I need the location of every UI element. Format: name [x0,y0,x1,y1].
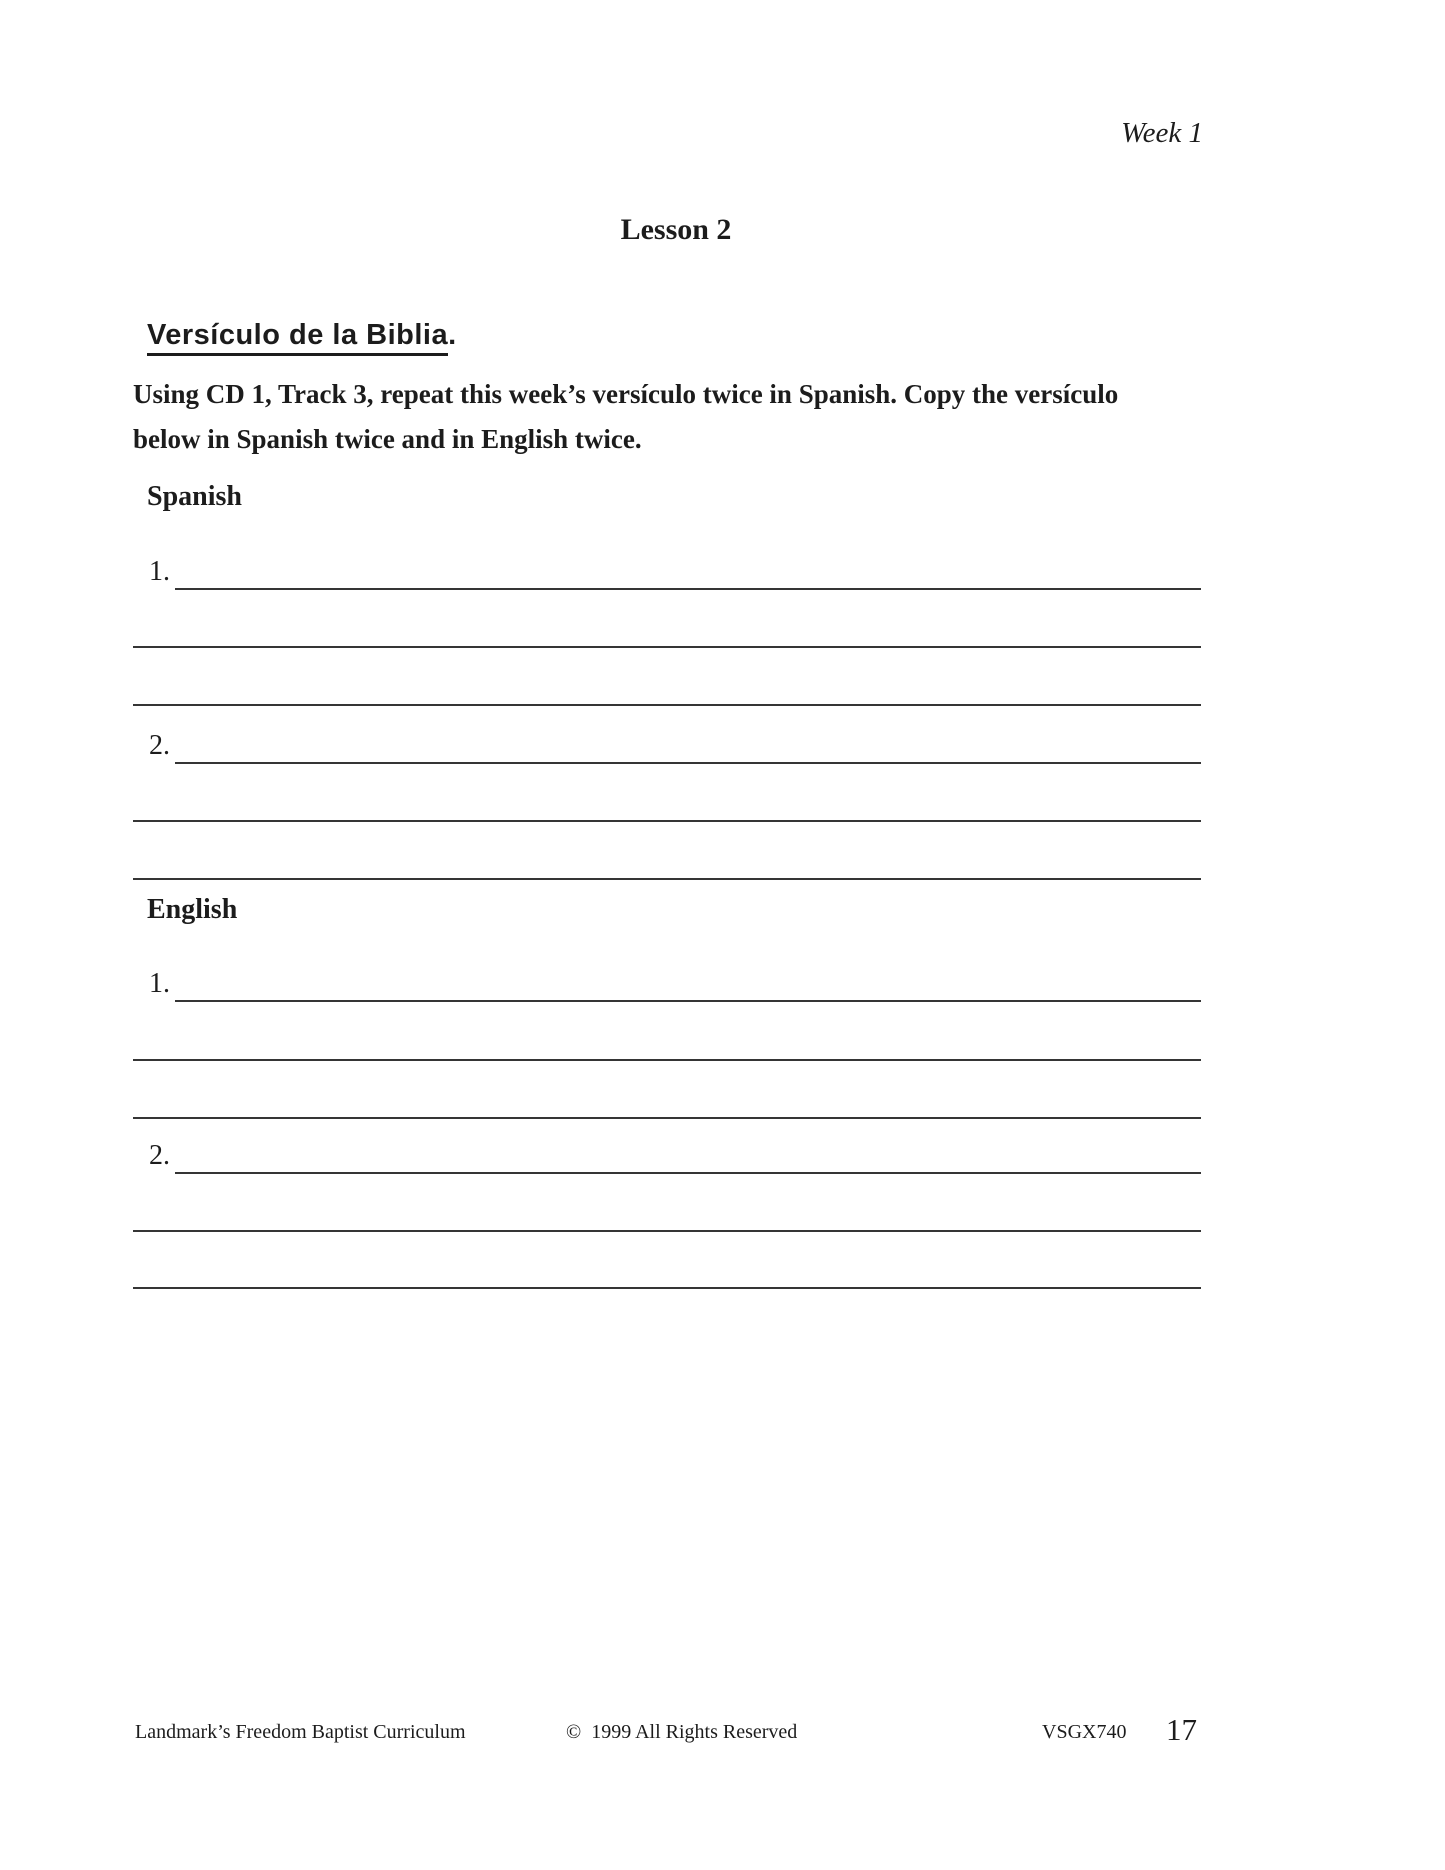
writing-line [133,646,1201,648]
group-label-english: English [147,894,238,925]
instructions-paragraph: Using CD 1, Track 3, repeat this week’s versículo twice in Spanish. Copy the versículo below in Spanish twice and in English twice. [133,379,1119,454]
item-number: 2. [149,1140,170,1171]
section-heading-period: . [448,319,457,351]
writing-line [133,878,1201,880]
writing-line [133,1117,1201,1119]
section-heading-text: Versículo de la Biblia [147,319,448,356]
item-number: 2. [149,730,170,761]
footer-publisher: Landmark’s Freedom Baptist Curriculum [135,1721,466,1743]
writing-line [133,1230,1201,1232]
page-number: 17 [1166,1712,1197,1747]
week-label: Week 1 [1121,117,1203,149]
group-label-spanish: Spanish [147,481,242,512]
lesson-title: Lesson 2 [620,213,732,246]
item-number: 1. [149,968,170,999]
writing-line [175,762,1201,764]
writing-line [175,1172,1201,1174]
writing-line [133,1059,1201,1061]
writing-line [133,704,1201,706]
item-number: 1. [149,556,170,587]
footer-copyright: © 1999 All Rights Reserved [566,1721,798,1743]
footer-code: VSGX740 [1042,1721,1127,1743]
writing-line [133,1287,1201,1289]
writing-line [133,820,1201,822]
section-heading [147,319,457,352]
writing-line [175,1000,1201,1002]
writing-line [175,588,1201,590]
